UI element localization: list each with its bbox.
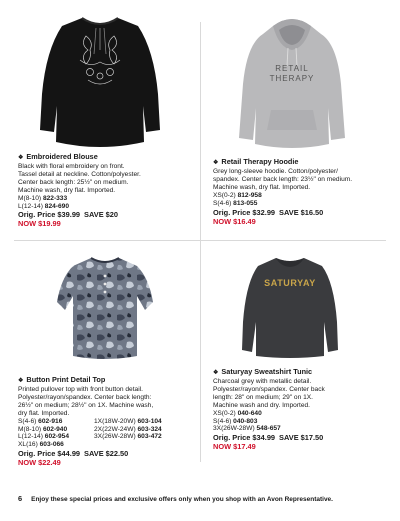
sku-row: XS(0-2) 812-958 [213,191,262,199]
sku-row: S(4-6) 602-916 [18,417,63,425]
sku-row: M(8-10) 602-940 [18,425,68,433]
sku-table [18,418,162,450]
sku-row: 2X(22W-24W) 603-324 [94,425,162,433]
sku-row: XL(16) 603-066 [18,441,64,449]
save-amount: SAVE $22.50 [84,449,129,459]
product-button-print-top [18,375,162,467]
page-footer [18,495,388,504]
product-title: ❖ Embroidered Blouse [18,152,98,161]
hoodie-print-line-2: THERAPY [269,74,315,83]
retail-therapy-hoodie-image [233,14,351,152]
button-print-top-image [55,252,155,364]
product-description-line: Machine wash, dry flat. Imported. [18,186,116,194]
now-price: NOW $17.49 [213,442,256,452]
sku-row: 3X(26W-28W) 603-472 [94,433,162,441]
price-row [18,449,162,458]
product-description-line: Center back length: 25½" on medium. [18,178,129,186]
hoodie-print-line-1: RETAIL [275,64,309,73]
sku-row: S(4-6) 040-803 [213,417,258,425]
sku-row: XS(0-2) 040-640 [213,409,262,417]
sku-column-left [18,418,94,450]
now-price: NOW $22.49 [18,458,61,468]
bullet-diamond-icon: ❖ [213,160,219,166]
product-description-line: Polyester/rayon/spandex. Center back [213,385,325,393]
column-divider [200,22,201,462]
product-description-line: spandex. Center back length: 23½" on medium. [213,175,353,183]
price-row [213,433,325,442]
orig-price: Orig. Price $44.99 [18,449,81,459]
price-row [213,208,352,217]
saturyay-tunic-image [240,252,340,360]
sku-row: M(8-10) 822-333 [18,194,68,202]
sku-row: L(12-14) 824-690 [18,202,69,210]
sku-column-right [94,418,162,450]
product-description-line: Charcoal grey with metallic detail. [213,378,312,385]
footer-text: Enjoy these special prices and exclusive offers only when you shop with an Avon Representative. [31,496,333,503]
save-amount: SAVE $17.50 [279,433,324,443]
sku-row: S(4-6) 813-055 [213,199,258,207]
orig-price: Orig. Price $32.99 [213,207,276,217]
product-description-line: 26½" on medium; 28½" on 1X. Machine wash, [18,401,154,409]
save-amount: SAVE $20 [84,210,119,220]
product-description-line: dry flat. Imported. [18,409,70,417]
product-description-line: length: 28" on medium; 29" on 1X. [213,393,313,401]
row-divider [14,240,386,241]
sku-row: L(12-14) 602-954 [18,433,69,441]
page-number: 6 [18,494,23,503]
now-price: NOW $19.99 [18,219,61,229]
bullet-diamond-icon: ❖ [18,155,24,161]
product-description-line: Grey long-sleeve hoodie. Cotton/polyester/ [213,168,338,175]
embroidered-blouse-image [30,10,170,152]
save-amount: SAVE $16.50 [279,207,324,217]
product-title: ❖ Saturyay Sweatshirt Tunic [213,367,313,376]
product-title: ❖ Button Print Detail Top [18,375,106,384]
sku-row: 3X(26W-28W) 548-657 [213,425,281,433]
product-embroidered-blouse [18,152,141,228]
product-title: ❖ Retail Therapy Hoodie [213,157,299,166]
product-saturyay-tunic [213,367,325,451]
bullet-diamond-icon: ❖ [213,370,219,376]
price-row [18,210,141,219]
orig-price: Orig. Price $39.99 [18,210,81,220]
product-description-line: Tassel detail at neckline. Cotton/polyester. [18,170,141,178]
product-description-line: Polyester/rayon/spandex. Center back length: [18,393,152,401]
product-retail-therapy-hoodie [213,157,352,226]
bullet-diamond-icon: ❖ [18,378,24,384]
sku-row: 1X(18W-20W) 603-104 [94,417,162,425]
product-description-line: Machine wash and dry. Imported. [213,401,310,409]
orig-price: Orig. Price $34.99 [213,433,276,443]
product-description-line: Black with floral embroidery on front. [18,163,125,170]
product-description-line: Machine wash, dry flat. Imported. [213,183,311,191]
now-price: NOW $16.49 [213,216,256,226]
tunic-print: SATURYAY [264,278,316,288]
product-description-line: Printed pullover top with front button detail. [18,386,143,393]
